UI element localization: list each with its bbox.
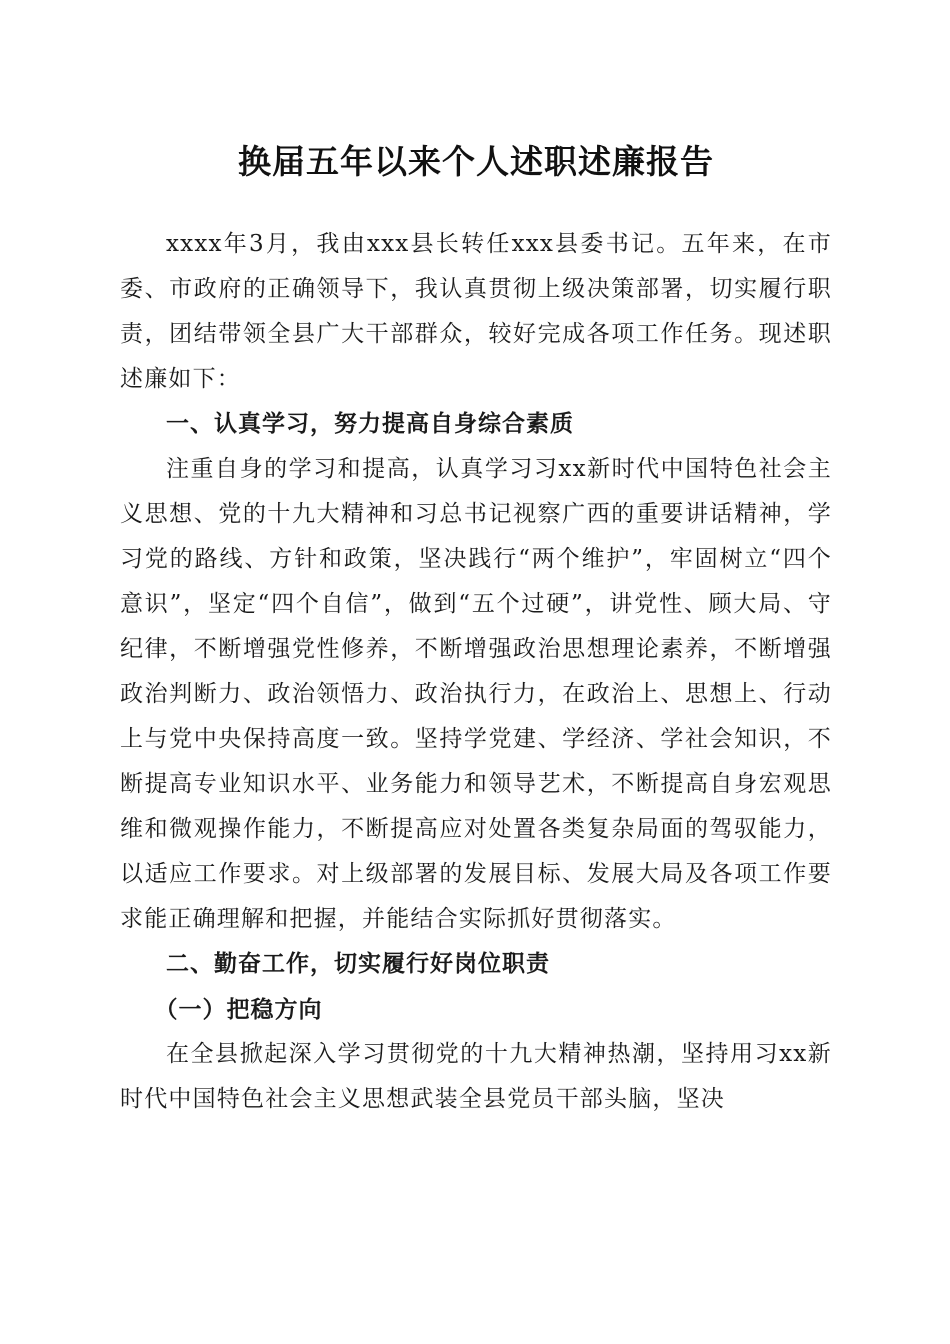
document-page <box>120 0 832 1122</box>
document-title: 换届五年以来个人述职述廉报告 <box>238 142 714 181</box>
section-1-paragraph: 注重自身的学习和提高，认真学习习xx新时代中国特色社会主义思想、党的十九大精神和习总书记视察广西的重要讲话精神，学习党的路线、方针和政策，坚决践行“两个维护”，牢固树立“四个意识”，坚定“四个自信”，做到“五个过硬”，讲党性、顾大局、守纪律，不断增强党性修养，不断增强政治思想理论素养，不断增强政治判断力、政治领悟力、政治执行力，在政治上、思想上、行动上与党中央保持高度一致。坚持学党建、学经济、学社会知识，不断提高专业知识水平、业务能力和领导艺术，不断提高自身宏观思维和微观操作能力，不断提高应对处置各类复杂局面的驾驭能力，以适应工作要求。对上级部署的发展目标、发展大局及各项工作要求能正确理解和把握，并能结合实际抓好贯彻落实。 <box>120 456 832 932</box>
intro-paragraph: xxxx年3月，我由xxx县长转任xxx县委书记。五年来，在市委、市政府的正确领导下，我认真贯彻上级决策部署，切实履行职责，团结带领全县广大干部群众，较好完成各项工作任务。现述职述廉如下： <box>120 231 832 392</box>
section-2-sub-1-heading: （一）把稳方向 <box>154 996 323 1023</box>
section-2-sub-1-paragraph: 在全县掀起深入学习贯彻党的十九大精神热潮，坚持用习xx新时代中国特色社会主义思想武装全县党员干部头脑，坚决 <box>120 1041 832 1112</box>
section-2-heading: 二、勤奋工作，切实履行好岗位职责 <box>166 951 550 977</box>
document-body <box>120 222 832 1122</box>
section-1-heading: 一、认真学习，努力提高自身综合素质 <box>166 411 574 437</box>
